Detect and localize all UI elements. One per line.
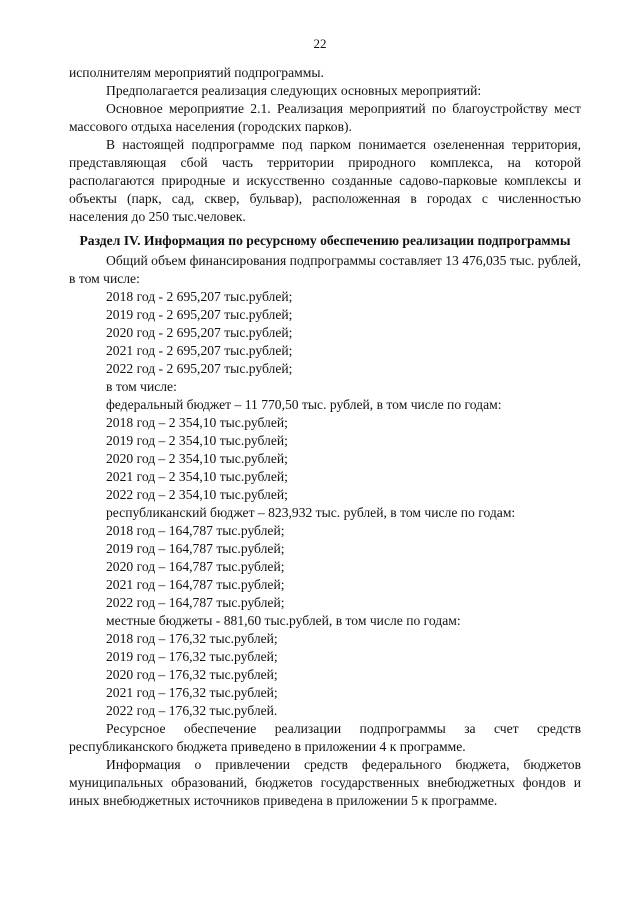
local-year-line: 2021 год – 176,32 тыс.рублей; (106, 685, 278, 700)
federal-year-line: 2018 год – 2 354,10 тыс.рублей; (106, 415, 288, 430)
page-number: 22 (313, 36, 327, 51)
republic-year-line: 2020 год – 164,787 тыс.рублей; (106, 559, 285, 574)
total-year-line: 2018 год - 2 695,207 тыс.рублей; (106, 289, 293, 304)
paragraph-funding-sources: Информация о привлечении средств федерального бюджета, бюджетов муниципальных образований, бюджетов государственных внебюджетных фондов и иных внебюджетных источников приведена в приложении 5 к программе. (69, 757, 581, 808)
total-year-line: 2022 год - 2 695,207 тыс.рублей; (106, 361, 293, 376)
local-year-line: 2020 год – 176,32 тыс.рублей; (106, 667, 278, 682)
including-label: в том числе: (106, 379, 177, 394)
total-year-line: 2019 год - 2 695,207 тыс.рублей; (106, 307, 293, 322)
paragraph-intro: Предполагается реализация следующих основных мероприятий: (106, 83, 482, 98)
total-year-line: 2021 год - 2 695,207 тыс.рублей; (106, 343, 293, 358)
paragraph-main-activity: Основное мероприятие 2.1. Реализация мероприятий по благоустройству мест массового отдыха населения (городских парков). (69, 101, 581, 134)
total-year-line: 2020 год - 2 695,207 тыс.рублей; (106, 325, 293, 340)
republic-budget-heading: республиканский бюджет – 823,932 тыс. рублей, в том числе по годам: (106, 505, 516, 520)
local-year-line: 2022 год – 176,32 тыс.рублей. (106, 703, 278, 718)
republic-year-line: 2022 год – 164,787 тыс.рублей; (106, 595, 285, 610)
local-budget-heading: местные бюджеты - 881,60 тыс.рублей, в том числе по годам: (106, 613, 461, 628)
federal-budget-heading: федеральный бюджет – 11 770,50 тыс. рублей, в том числе по годам: (106, 397, 502, 412)
federal-year-line: 2022 год – 2 354,10 тыс.рублей; (106, 487, 288, 502)
paragraph-total-funding: Общий объем финансирования подпрограммы составляет 13 476,035 тыс. рублей, в том числе: (69, 253, 582, 286)
section-title: Раздел IV. Информация по ресурсному обеспечению реализации подпрограммы (79, 233, 571, 248)
paragraph-continuation: исполнителям мероприятий подпрограммы. (69, 65, 324, 80)
republic-year-line: 2021 год – 164,787 тыс.рублей; (106, 577, 285, 592)
local-year-line: 2018 год – 176,32 тыс.рублей; (106, 631, 278, 646)
paragraph-park-definition: В настоящей подпрограмме под парком понимается озелененная территория, представляющая сбой часть территории природного комплекса, на которой располагаются природные и искусственно созданные садово-парковые комплексы и объекты (парк, сад, сквер, бульвар), расположенная в городах с численностью населения до 250 тыс.человек. (69, 137, 581, 224)
republic-year-line: 2019 год – 164,787 тыс.рублей; (106, 541, 285, 556)
federal-year-line: 2019 год – 2 354,10 тыс.рублей; (106, 433, 288, 448)
page-content (69, 64, 581, 810)
federal-year-line: 2020 год – 2 354,10 тыс.рублей; (106, 451, 288, 466)
local-year-line: 2019 год – 176,32 тыс.рублей; (106, 649, 278, 664)
republic-year-line: 2018 год – 164,787 тыс.рублей; (106, 523, 285, 538)
federal-year-line: 2021 год – 2 354,10 тыс.рублей; (106, 469, 288, 484)
paragraph-republic-appendix: Ресурсное обеспечение реализации подпрограммы за счет средств республиканского бюджета приведено в приложении 4 к программе. (69, 721, 581, 754)
